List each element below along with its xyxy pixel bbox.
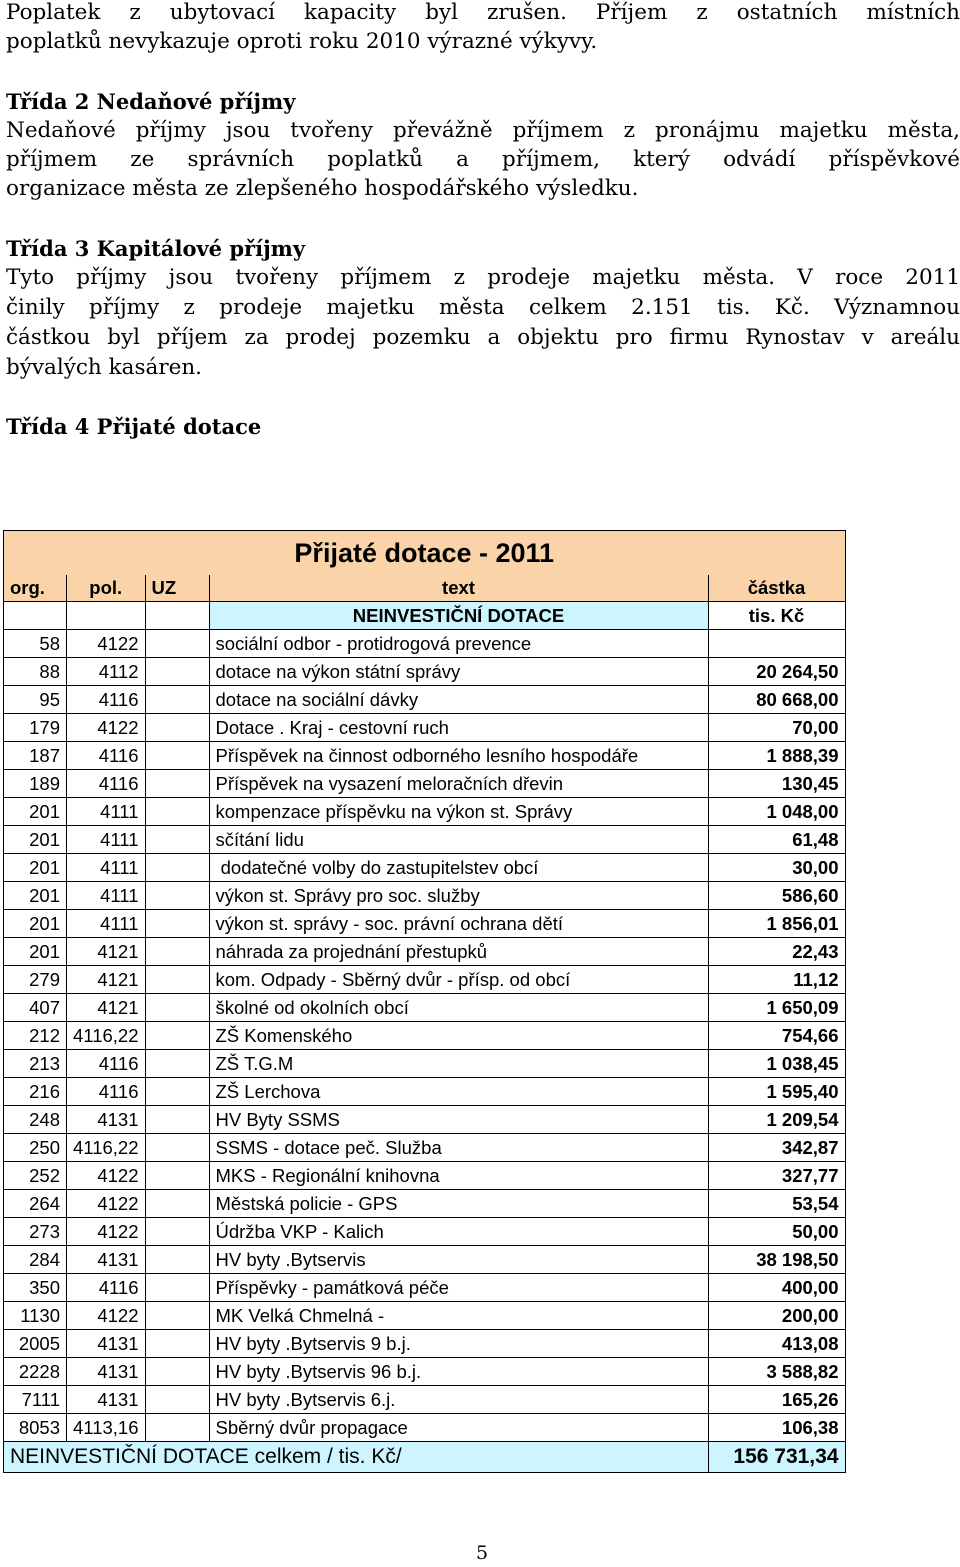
table-row <box>4 994 846 1022</box>
pol-cell: 4111 <box>67 798 146 826</box>
org-cell: 2228 <box>4 1358 67 1386</box>
table-row <box>4 770 846 798</box>
text-cell: ZŠ Komenského <box>209 1022 708 1050</box>
amount-cell: 38 198,50 <box>708 1246 845 1274</box>
table-row <box>4 1330 846 1358</box>
org-cell: 248 <box>4 1106 67 1134</box>
org-cell: 250 <box>4 1134 67 1162</box>
table-row <box>4 1190 846 1218</box>
table-row <box>4 910 846 938</box>
text-cell: Údržba VKP - Kalich <box>209 1218 708 1246</box>
table-row <box>4 1134 846 1162</box>
class3-heading: Třída 3 Kapitálové příjmy <box>6 236 306 261</box>
text-cell: dotace na sociální dávky <box>209 686 708 714</box>
uz-cell <box>145 1218 209 1246</box>
text-cell: výkon st. správy - soc. právní ochrana dětí <box>209 910 708 938</box>
org-cell: 350 <box>4 1274 67 1302</box>
amount-cell: 3 588,82 <box>708 1358 845 1386</box>
uz-cell <box>145 686 209 714</box>
text-cell: Příspěvek na vysazení meloračních dřevin <box>209 770 708 798</box>
uz-cell <box>145 1190 209 1218</box>
table-row <box>4 1302 846 1330</box>
table-row <box>4 1050 846 1078</box>
pol-cell: 4116 <box>67 742 146 770</box>
pol-cell: 4111 <box>67 826 146 854</box>
table-row <box>4 854 846 882</box>
pol-cell: 4122 <box>67 1162 146 1190</box>
org-cell: 7111 <box>4 1386 67 1414</box>
pol-cell: 4113,16 <box>67 1414 146 1442</box>
org-cell: 2005 <box>4 1330 67 1358</box>
uz-cell <box>145 1330 209 1358</box>
org-cell: 279 <box>4 966 67 994</box>
table-row <box>4 686 846 714</box>
class4-heading: Třída 4 Přijaté dotace <box>6 414 262 439</box>
amount-cell: 165,26 <box>708 1386 845 1414</box>
org-cell: 8053 <box>4 1414 67 1442</box>
amount-cell: 200,00 <box>708 1302 845 1330</box>
pol-cell: 4131 <box>67 1386 146 1414</box>
amount-cell: 20 264,50 <box>708 658 845 686</box>
org-cell: 201 <box>4 882 67 910</box>
table-row <box>4 1274 846 1302</box>
grants-table <box>3 530 846 1473</box>
table-row <box>4 1358 846 1386</box>
uz-cell <box>145 938 209 966</box>
text-cell: náhrada za projednání přestupků <box>209 938 708 966</box>
amount-cell: 413,08 <box>708 1330 845 1358</box>
table-row <box>4 826 846 854</box>
amount-cell: 1 595,40 <box>708 1078 845 1106</box>
org-cell: 273 <box>4 1218 67 1246</box>
amount-cell: 61,48 <box>708 826 845 854</box>
table-row <box>4 658 846 686</box>
intro-line-2: poplatků nevykazuje oproti roku 2010 výrazné výkyvy. <box>6 29 598 54</box>
org-cell: 1130 <box>4 1302 67 1330</box>
amount-cell: 70,00 <box>708 714 845 742</box>
table-title: Přijaté dotace - 2011 <box>4 531 846 576</box>
amount-cell <box>708 630 845 658</box>
text-cell: MK Velká Chmelná - <box>209 1302 708 1330</box>
table-row <box>4 742 846 770</box>
table-row <box>4 938 846 966</box>
class2-line-1: Nedaňové příjmy jsou tvořeny převážně příjmem z pronájmu majetku města, <box>6 118 960 143</box>
org-cell: 407 <box>4 994 67 1022</box>
org-cell: 187 <box>4 742 67 770</box>
uz-cell <box>145 1358 209 1386</box>
table-row <box>4 798 846 826</box>
table-row <box>4 630 846 658</box>
pol-cell: 4131 <box>67 1246 146 1274</box>
class2-heading: Třída 2 Nedaňové příjmy <box>6 89 296 114</box>
class2-line-2: příjmem ze správních poplatků a příjmem, který odvádí příspěvkové <box>6 147 960 172</box>
text-cell: HV byty .Bytservis 96 b.j. <box>209 1358 708 1386</box>
text-cell: sčítání lidu <box>209 826 708 854</box>
class3-line-4: bývalých kasáren. <box>6 355 202 380</box>
uz-cell <box>145 658 209 686</box>
table-row <box>4 1414 846 1442</box>
text-cell: Městská policie - GPS <box>209 1190 708 1218</box>
section-row <box>4 602 846 630</box>
text-cell: Dotace . Kraj - cestovní ruch <box>209 714 708 742</box>
amount-cell: 22,43 <box>708 938 845 966</box>
header-text: text <box>209 575 708 602</box>
table-row <box>4 1078 846 1106</box>
header-uz: UZ <box>145 575 209 602</box>
text-cell: Sběrný dvůr propagace <box>209 1414 708 1442</box>
pol-cell: 4122 <box>67 630 146 658</box>
header-amount: částka <box>708 575 845 602</box>
org-cell: 201 <box>4 854 67 882</box>
pol-cell: 4111 <box>67 910 146 938</box>
class2-line-3: organizace města ze zlepšeného hospodářského výsledku. <box>6 176 639 201</box>
uz-cell <box>145 1246 209 1274</box>
table-row <box>4 1246 846 1274</box>
pol-cell: 4131 <box>67 1106 146 1134</box>
pol-cell: 4112 <box>67 658 146 686</box>
pol-cell: 4131 <box>67 1358 146 1386</box>
text-cell: sociální odbor - protidrogová prevence <box>209 630 708 658</box>
page-number: 5 <box>476 1542 489 1564</box>
amount-cell: 50,00 <box>708 1218 845 1246</box>
uz-cell <box>145 826 209 854</box>
pol-cell: 4121 <box>67 994 146 1022</box>
amount-cell: 11,12 <box>708 966 845 994</box>
amount-cell: 754,66 <box>708 1022 845 1050</box>
org-cell: 189 <box>4 770 67 798</box>
org-cell: 201 <box>4 938 67 966</box>
pol-cell: 4116 <box>67 1050 146 1078</box>
pol-cell: 4116 <box>67 686 146 714</box>
amount-cell: 106,38 <box>708 1414 845 1442</box>
pol-cell: 4111 <box>67 882 146 910</box>
amount-cell: 1 856,01 <box>708 910 845 938</box>
org-cell: 201 <box>4 826 67 854</box>
text-cell: Příspěvky - památková péče <box>209 1274 708 1302</box>
intro-line-1: Poplatek z ubytovací kapacity byl zrušen. Příjem z ostatních místních <box>6 0 960 25</box>
header-pol: pol. <box>67 575 146 602</box>
pol-cell: 4131 <box>67 1330 146 1358</box>
org-cell: 264 <box>4 1190 67 1218</box>
table-row <box>4 1218 846 1246</box>
table-row <box>4 882 846 910</box>
section-label: NEINVESTIČNÍ DOTACE <box>209 602 708 630</box>
uz-cell <box>145 994 209 1022</box>
pol-cell: 4116 <box>67 1274 146 1302</box>
org-cell: 284 <box>4 1246 67 1274</box>
pol-cell: 4122 <box>67 1190 146 1218</box>
uz-cell <box>145 630 209 658</box>
amount-cell: 1 888,39 <box>708 742 845 770</box>
amount-cell: 1 048,00 <box>708 798 845 826</box>
uz-cell <box>145 1162 209 1190</box>
uz-cell <box>145 1386 209 1414</box>
uz-cell <box>145 1106 209 1134</box>
uz-cell <box>145 1078 209 1106</box>
pol-cell: 4121 <box>67 966 146 994</box>
org-cell: 201 <box>4 798 67 826</box>
text-cell: kompenzace příspěvku na výkon st. Správy <box>209 798 708 826</box>
class3-line-1: Tyto příjmy jsou tvořeny příjmem z prodeje majetku města. V roce 2011 <box>6 265 960 290</box>
uz-cell <box>145 1274 209 1302</box>
text-cell: Příspěvek na činnost odborného lesního hospodáře <box>209 742 708 770</box>
table-row <box>4 1022 846 1050</box>
table-title-row <box>4 531 846 576</box>
pol-cell: 4122 <box>67 1302 146 1330</box>
uz-cell <box>145 1022 209 1050</box>
amount-cell: 130,45 <box>708 770 845 798</box>
text-cell: dodatečné volby do zastupitelstev obcí <box>209 854 708 882</box>
uz-cell <box>145 1050 209 1078</box>
text-cell: dotace na výkon státní správy <box>209 658 708 686</box>
text-cell: HV byty .Bytservis 6.j. <box>209 1386 708 1414</box>
uz-cell <box>145 910 209 938</box>
uz-cell <box>145 798 209 826</box>
table-row <box>4 1386 846 1414</box>
pol-cell: 4116 <box>67 1078 146 1106</box>
amount-cell: 342,87 <box>708 1134 845 1162</box>
table-row <box>4 1162 846 1190</box>
org-cell: 252 <box>4 1162 67 1190</box>
table-row <box>4 1106 846 1134</box>
amount-cell: 1 650,09 <box>708 994 845 1022</box>
amount-cell: 30,00 <box>708 854 845 882</box>
pol-cell: 4121 <box>67 938 146 966</box>
pol-cell: 4111 <box>67 854 146 882</box>
pol-cell: 4122 <box>67 1218 146 1246</box>
pol-cell: 4122 <box>67 714 146 742</box>
text-cell: ZŠ Lerchova <box>209 1078 708 1106</box>
uz-cell <box>145 742 209 770</box>
unit-label: tis. Kč <box>708 602 845 630</box>
uz-cell <box>145 966 209 994</box>
amount-cell: 1 038,45 <box>708 1050 845 1078</box>
amount-cell: 53,54 <box>708 1190 845 1218</box>
uz-cell <box>145 714 209 742</box>
amount-cell: 586,60 <box>708 882 845 910</box>
amount-cell: 400,00 <box>708 1274 845 1302</box>
org-cell: 88 <box>4 658 67 686</box>
class3-line-2: činily příjmy z prodeje majetku města celkem 2.151 tis. Kč. Významnou <box>6 295 960 320</box>
total-amount: 156 731,34 <box>708 1442 845 1473</box>
pol-cell: 4116,22 <box>67 1022 146 1050</box>
total-row <box>4 1442 846 1473</box>
pol-cell: 4116,22 <box>67 1134 146 1162</box>
org-cell: 201 <box>4 910 67 938</box>
org-cell: 58 <box>4 630 67 658</box>
text-cell: kom. Odpady - Sběrný dvůr - přísp. od obcí <box>209 966 708 994</box>
amount-cell: 80 668,00 <box>708 686 845 714</box>
amount-cell: 1 209,54 <box>708 1106 845 1134</box>
table-header-row <box>4 575 846 602</box>
text-cell: HV byty .Bytservis 9 b.j. <box>209 1330 708 1358</box>
org-cell: 179 <box>4 714 67 742</box>
text-cell: výkon st. Správy pro soc. služby <box>209 882 708 910</box>
uz-cell <box>145 770 209 798</box>
text-cell: HV Byty SSMS <box>209 1106 708 1134</box>
table-row <box>4 714 846 742</box>
text-cell: ZŠ T.G.M <box>209 1050 708 1078</box>
table-row <box>4 966 846 994</box>
org-cell: 213 <box>4 1050 67 1078</box>
text-cell: školné od okolních obcí <box>209 994 708 1022</box>
text-cell: MKS - Regionální knihovna <box>209 1162 708 1190</box>
org-cell: 212 <box>4 1022 67 1050</box>
amount-cell: 327,77 <box>708 1162 845 1190</box>
total-label: NEINVESTIČNÍ DOTACE celkem / tis. Kč/ <box>4 1442 709 1473</box>
org-cell: 216 <box>4 1078 67 1106</box>
class3-line-3: částkou byl příjem za prodej pozemku a objektu pro firmu Rynostav v areálu <box>6 325 960 350</box>
uz-cell <box>145 854 209 882</box>
text-cell: HV byty .Bytservis <box>209 1246 708 1274</box>
org-cell: 95 <box>4 686 67 714</box>
text-cell: SSMS - dotace peč. Služba <box>209 1134 708 1162</box>
uz-cell <box>145 1134 209 1162</box>
uz-cell <box>145 1302 209 1330</box>
pol-cell: 4116 <box>67 770 146 798</box>
uz-cell <box>145 882 209 910</box>
header-org: org. <box>4 575 67 602</box>
uz-cell <box>145 1414 209 1442</box>
